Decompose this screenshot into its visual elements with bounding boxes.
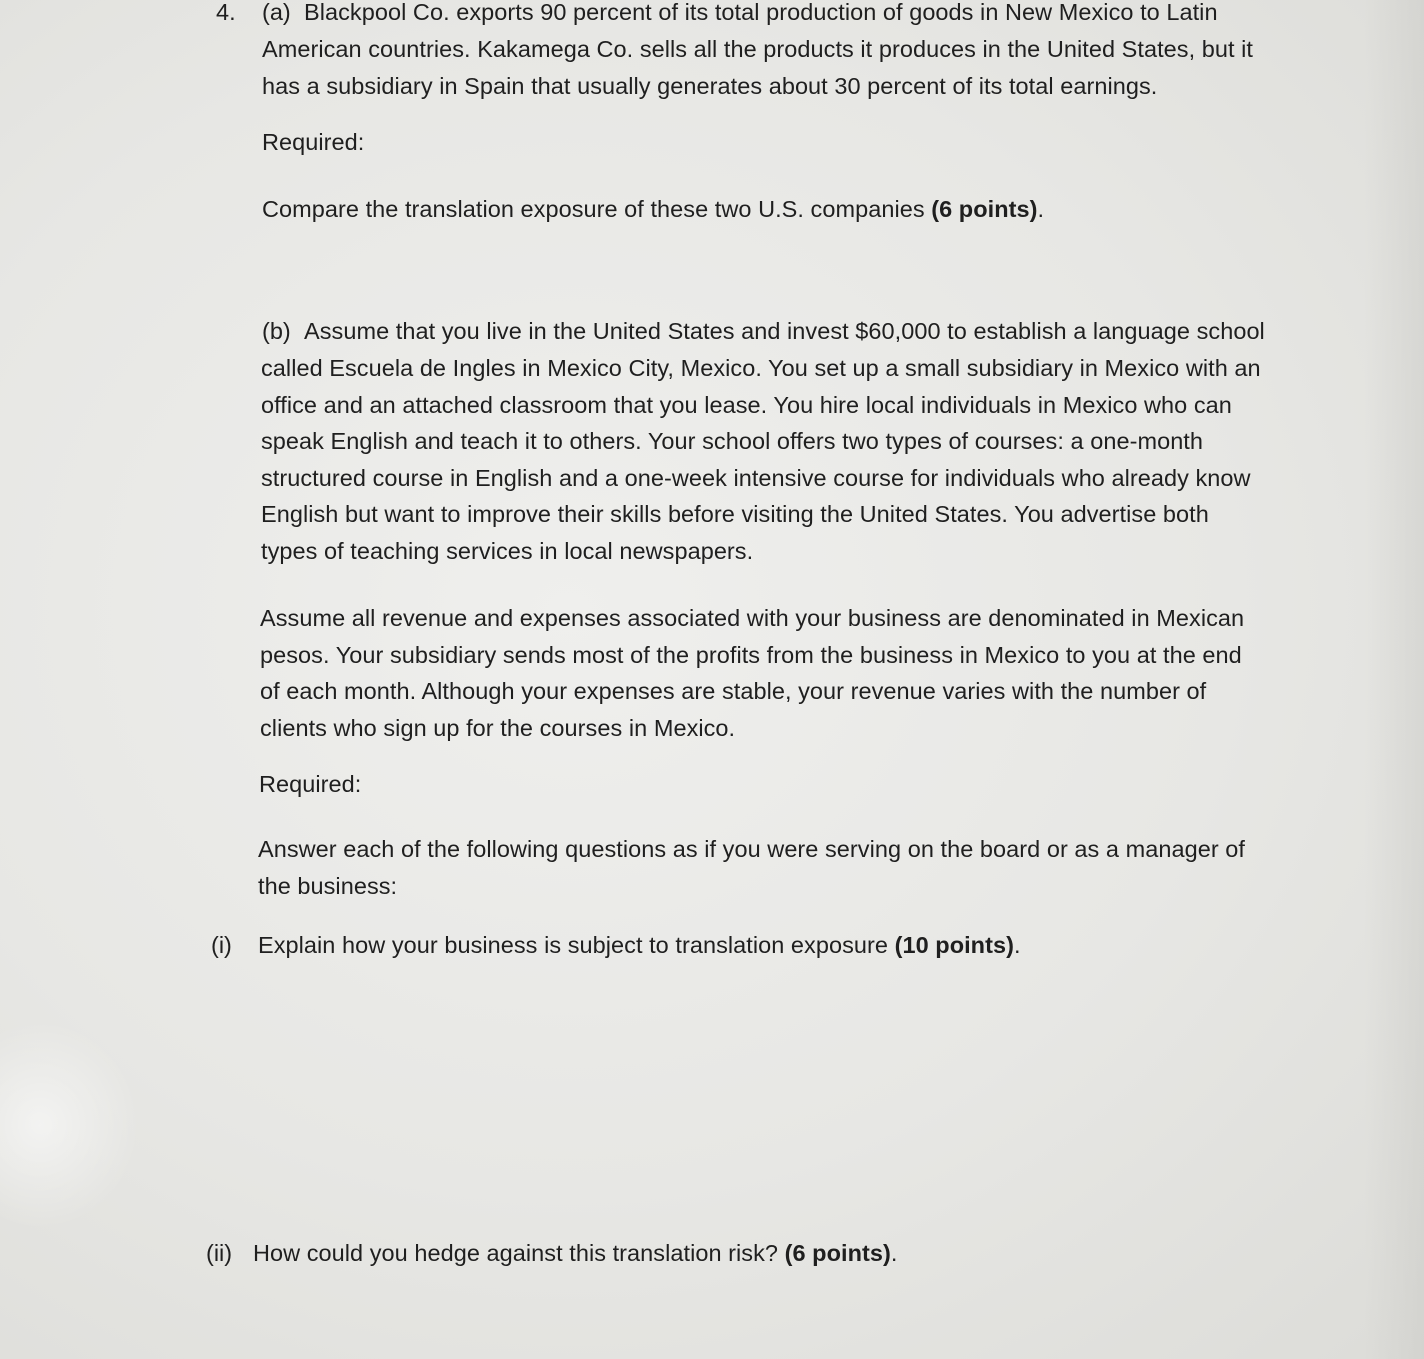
sub-question-i-end: . <box>1013 932 1021 958</box>
sub-question-i <box>258 927 1021 964</box>
sub-question-ii-points: (6 points) <box>784 1240 891 1266</box>
part-a-task-points: (6 points) <box>931 196 1038 222</box>
part-b-paragraph2 <box>260 600 1244 746</box>
sub-question-ii-text: How could you hedge against this translation risk? <box>253 1240 785 1266</box>
part-a-label: (a) <box>262 0 291 25</box>
sub-question-i-points: (10 points) <box>894 932 1014 958</box>
part-b-paragraph1-rest <box>261 350 1261 569</box>
page-shadow <box>1364 0 1424 1359</box>
part-b-p2-line: of each month. Although your expenses are stable, your revenue varies with the number of <box>260 678 1207 704</box>
part-b-p1-line: speak English and teach it to others. Your school offers two types of courses: a one-month <box>261 428 1204 454</box>
part-a-line: American countries. Kakamega Co. sells all the products it produces in the United States, but it <box>262 36 1253 62</box>
part-b-instruction-line: Answer each of the following questions as if you were serving on the board or as a manager of <box>258 836 1245 862</box>
part-b-p1-line: types of teaching services in local newspapers. <box>261 537 754 564</box>
part-a-line: Blackpool Co. exports 90 percent of its total production of goods in New Mexico to Latin <box>304 0 1218 25</box>
part-b-p1-line: office and an attached classroom that you lease. You hire local individuals in Mexico who can <box>261 391 1232 418</box>
sub-question-ii <box>253 1235 897 1272</box>
part-b-p1-line: English but want to improve their skills before visiting the United States. You advertise both <box>261 501 1209 527</box>
part-a-required-label: Required: <box>262 129 365 155</box>
light-glare <box>0 1020 140 1230</box>
sub-question-ii-end: . <box>890 1240 898 1266</box>
part-b-p2-line: Assume all revenue and expenses associated with your business are denominated in Mexican <box>260 605 1245 631</box>
part-a-paragraph-first-line <box>304 0 1218 31</box>
part-b-label: (b) <box>262 318 291 344</box>
part-b-p2-line: pesos. Your subsidiary sends most of the profits from the business in Mexico to you at the end <box>260 641 1242 668</box>
sub-question-ii-label: (ii) <box>206 1240 233 1266</box>
part-a-task-end: . <box>1037 196 1045 222</box>
sub-question-i-text: Explain how your business is subject to translation exposure <box>258 932 895 958</box>
part-b-p1-line: called Escuela de Ingles in Mexico City, Mexico. You set up a small subsidiary in Mexico with an <box>261 355 1261 381</box>
part-a-task <box>262 191 1044 228</box>
part-b-instruction <box>258 831 1245 904</box>
part-a-task-text: Compare the translation exposure of these two U.S. companies <box>262 196 932 222</box>
part-b-p2-line: clients who sign up for the courses in Mexico. <box>260 714 736 741</box>
question-number: 4. <box>216 0 236 25</box>
part-b-p1-line: structured course in English and a one-week intensive course for individuals who already know <box>261 464 1251 491</box>
part-b-paragraph1-first-line <box>304 313 1265 350</box>
part-a-line: has a subsidiary in Spain that usually generates about 30 percent of its total earnings. <box>262 72 1158 99</box>
sub-question-i-label: (i) <box>211 932 232 958</box>
part-b-p1-line: Assume that you live in the United States and invest $60,000 to establish a language school <box>304 318 1265 344</box>
part-b-instruction-line: the business: <box>258 872 398 899</box>
part-b-required-label: Required: <box>259 771 362 797</box>
part-a-paragraph-rest <box>262 31 1253 104</box>
